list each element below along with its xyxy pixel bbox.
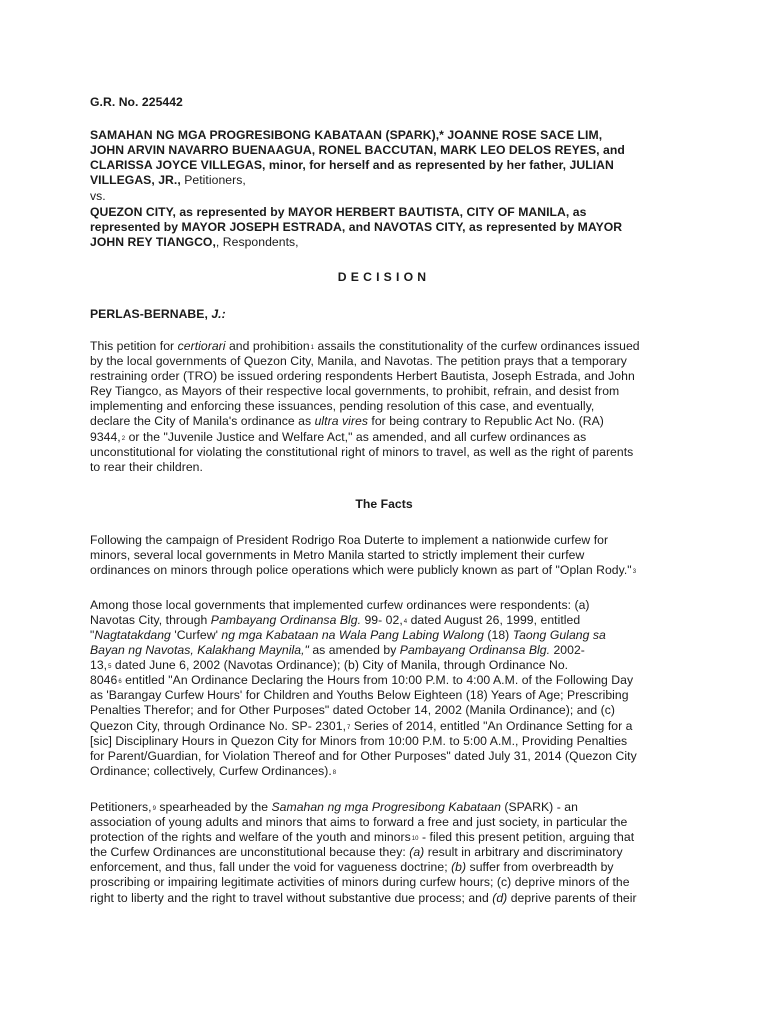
text-line: unconstitutional for violating the constitutional right of minors to travel, as well as the right of parents [90, 445, 634, 459]
text-line: Following the campaign of President Rodrigo Roa Duterte to implement a nationwide curfew for [90, 533, 609, 547]
footnote-marker[interactable]: 8 [332, 770, 337, 776]
text-line: to rear their children. [90, 460, 203, 474]
petitioners-line: CLARISSA JOYCE VILLEGAS, minor, for herself and as represented by her father, JULIAN [90, 158, 614, 172]
text-line: the Curfew Ordinances are unconstitutional because they: (a) result in arbitrary and discriminatory [90, 845, 623, 859]
versus-text: vs. [90, 189, 106, 203]
text-line: protection of the rights and welfare of the youth and minors$^{10}$ - filed this present petition, arguing that [90, 830, 635, 844]
facts-heading: The Facts [355, 497, 413, 511]
text-line: 8046$^6$ entitled "An Ordinance Declaring the Hours from 10:00 P.M. to 4:00 A.M. of the Following Day [90, 673, 634, 687]
text-line: Rey Tiangco, as Mayors of their respective local governments, to prohibit, refrain, and desist from [90, 384, 620, 398]
text-line: right to liberty and the right to travel without substantive due process; and (d) deprive parents of their [90, 891, 637, 905]
footnote-marker[interactable]: 2 [121, 436, 126, 442]
text-line: Bayan ng Navotas, Kalakhang Maynila," as amended by Pambayang Ordinansa Blg. 2002- [90, 643, 585, 657]
footnote-marker[interactable]: 6 [118, 679, 122, 685]
text-line: declare the City of Manila's ordinance as ultra vires for being contrary to Republic Act No. (RA) [90, 414, 604, 428]
text-line: Penalties Therefor; and for Other Purposes" dated October 14, 2002 (Manila Ordinance); and (c) [90, 703, 616, 717]
text-line: proscribing or impairing legitimate activities of minors during curfew hours; (c) deprive minors of the [90, 875, 630, 889]
text-line: for Parent/Guardian, for Violation Thereof and for Other Purposes" dated July 31, 2014 (Quezon City [90, 749, 637, 763]
text-line: restraining order (TRO) be issued ordering respondents Herbert Bautista, Joseph Estrada, and John [90, 369, 635, 383]
footnote-marker[interactable]: 10 [411, 836, 419, 842]
gr-number: G.R. No. 225442 [90, 95, 183, 109]
decision-heading: DECISION [337, 270, 431, 284]
ponente-line: PERLAS-BERNABE, J.: [90, 307, 226, 321]
text-line: 9344,$^2$ or the "Juvenile Justice and Welfare Act," as amended, and all curfew ordinances as [90, 430, 587, 444]
footnote-marker[interactable]: 7 [347, 725, 351, 731]
text-line: 13,$^5$ dated June 6, 2002 (Navotas Ordinance); (b) City of Manila, through Ordinance No. [90, 658, 569, 672]
footnote-marker[interactable]: 9 [152, 806, 156, 812]
petitioners-line: SAMAHAN NG MGA PROGRESIBONG KABATAAN (SPARK),* JOANNE ROSE SACE LIM, [90, 128, 603, 142]
respondents-line: represented by MAYOR JOSEPH ESTRADA, and NAVOTAS CITY, as represented by MAYOR [90, 220, 623, 234]
text-line: Ordinance; collectively, Curfew Ordinances).$^8$ [90, 764, 337, 778]
petitioners-line: JOHN ARVIN NAVARRO BUENAAGUA, RONEL BACCUTAN, MARK LEO DELOS REYES, and [90, 143, 625, 157]
text-line: Among those local governments that implemented curfew ordinances were respondents: (a) [90, 598, 590, 612]
petitioners-line: VILLEGAS, JR., Petitioners, [90, 173, 246, 187]
footnote-marker[interactable]: 3 [632, 569, 637, 575]
text-line: [sic] Disciplinary Hours in Quezon City for Minors from 10:00 P.M. to 5:00 A.M., Providing Penalties [90, 734, 628, 748]
text-line: implementing and enforcing these issuances, pending resolution of this case, and eventually, [90, 399, 595, 413]
text-line: Petitioners,$^9$ spearheaded by the Samahan ng mga Progresibong Kabataan (SPARK) - an [90, 800, 578, 814]
text-line: ordinances on minors through police operations which were publicly known as part of "Oplan Rody."$^3$ [90, 563, 637, 577]
text-line: "Nagtatakdang 'Curfew' ng mga Kabataan na Wala Pang Labing Walong (18) Taong Gulang sa [90, 628, 606, 642]
text-line: association of young adults and minors that aims to forward a free and just society, in particular the [90, 815, 628, 829]
text-line: by the local governments of Quezon City, Manila, and Navotas. The petition prays that a temporary [90, 354, 627, 368]
text-line: enforcement, and thus, fall under the void for vagueness doctrine; (b) suffer from overbreadth by [90, 860, 614, 874]
respondents-line: QUEZON CITY, as represented by MAYOR HERBERT BAUTISTA, CITY OF MANILA, as [90, 205, 587, 219]
text-line: Navotas City, through Pambayang Ordinansa Blg. 99- 02,$^4$ dated August 26, 1999, entitled [90, 613, 581, 627]
footnote-marker[interactable]: 1 [310, 345, 315, 351]
text-line: This petition for certiorari and prohibition$^1$ assails the constitutionality of the curfew ordinances issued [90, 339, 640, 353]
footnote-marker[interactable]: 5 [108, 664, 112, 670]
footnote-marker[interactable]: 4 [403, 619, 408, 625]
text-line: Quezon City, through Ordinance No. SP- 2301,$^7$ Series of 2014, entitled "An Ordinance Setting for a [90, 719, 633, 733]
respondents-line: JOHN REY TIANGCO,, Respondents, [90, 235, 299, 249]
text-line: minors, several local governments in Metro Manila started to strictly implement their curfew [90, 548, 585, 562]
text-line: as 'Barangay Curfew Hours' for Children and Youths Below Eighteen (18) Years of Age; Prescribing [90, 688, 629, 702]
